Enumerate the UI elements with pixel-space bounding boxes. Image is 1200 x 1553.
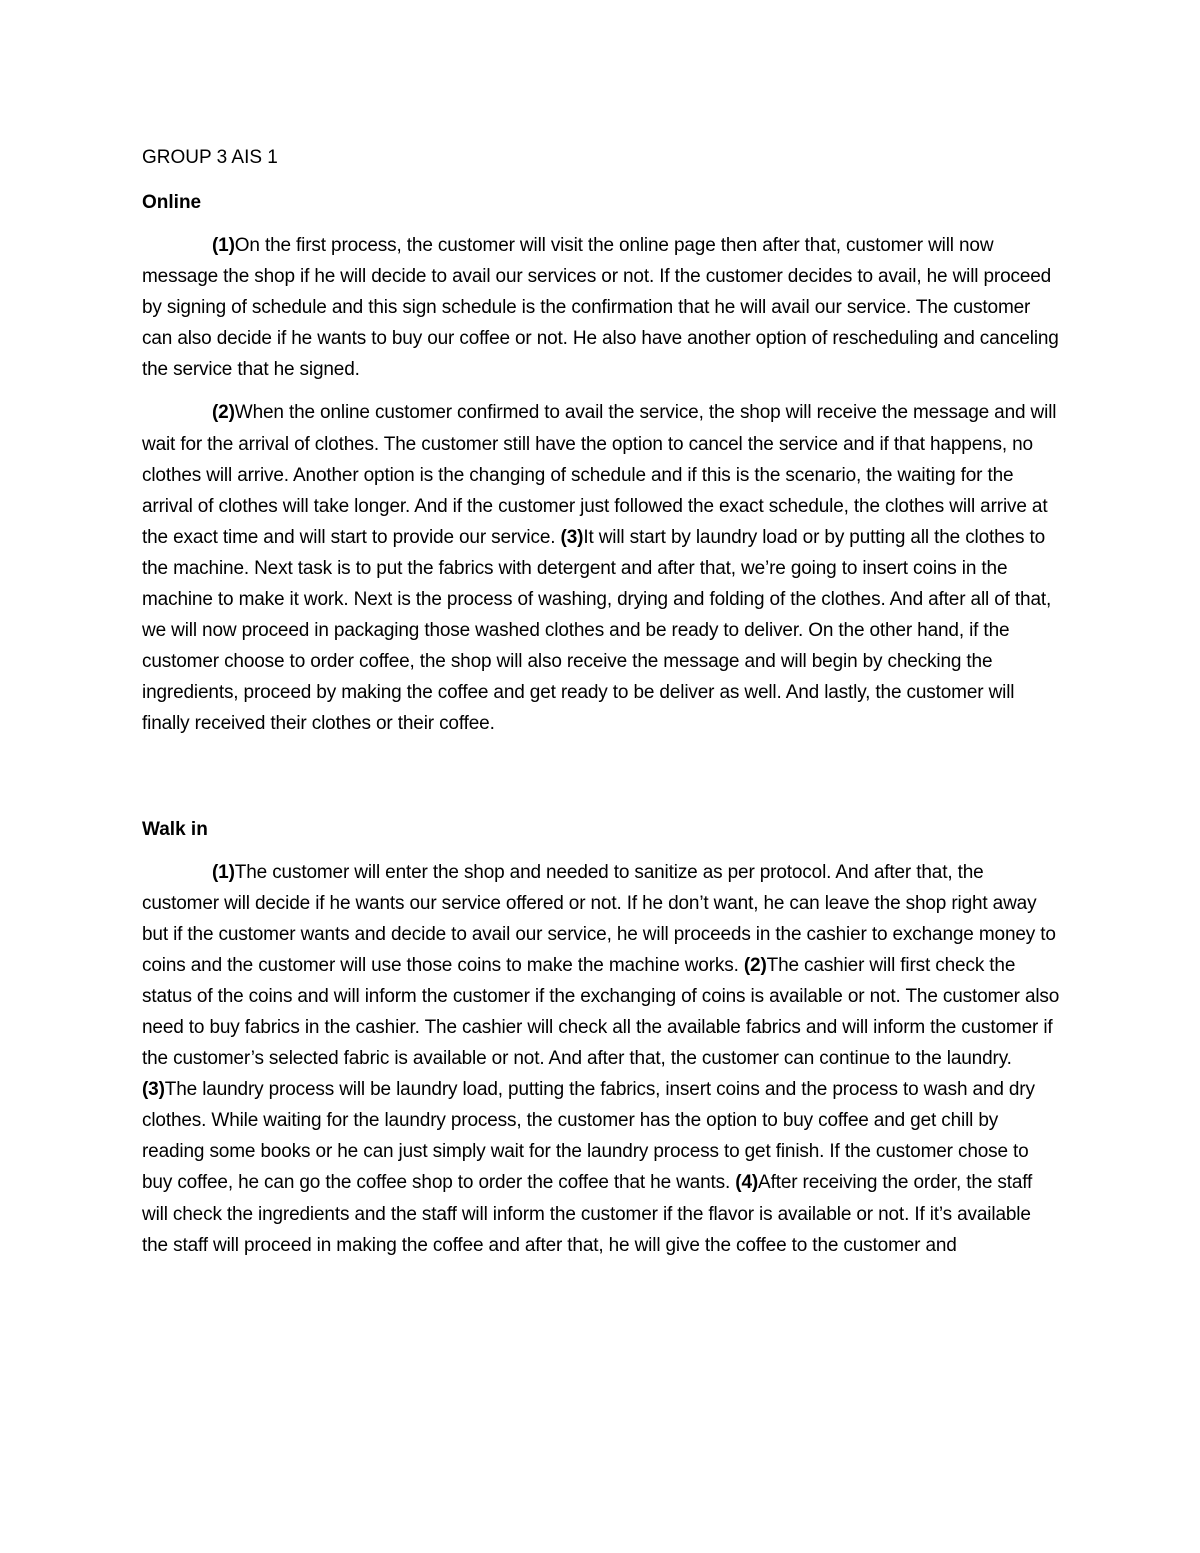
paragraph-text: It will start by laundry load or by putting all the clothes to the machine. Next task is to put the fabrics with detergent and after that, we’re going to insert coins in the machine to make it work. Next is the process of washing, drying and folding of the clothes. And after all of that, we will now proceed in packaging those washed clothes and be ready to deliver. On the other hand, if the customer choose to order coffee, the shop will also receive the message and will begin by checking the ingredients, proceed by making the coffee and get ready to be deliver as well. And lastly, the customer will finally received their clothes or their coffee. [142, 526, 1052, 735]
paragraph-text: The cashier will first check the status of the coins and will inform the customer if the exchanging of coins is available or not. The customer also need to buy fabrics in the cashier. The cashier will check all the available fabrics and will inform the customer if the customer’s selected fabric is available or not. And after that, the customer can continue to the laundry. [142, 954, 1060, 1070]
online-paragraph-1 [142, 230, 1060, 385]
section-heading-walk-in: Walk in [142, 818, 208, 840]
paragraph-text: On the first process, the customer will visit the online page then after that, customer will now message the shop if he will decide to avail our services or not. If the customer decides to avail, he will proceed by signing of schedule and this sign schedule is the confirmation that he will avail our service. The customer can also decide if he wants to buy our coffee or not. He also have another option of rescheduling and canceling the service that he signed. [142, 235, 1059, 381]
step-marker: (1) [212, 235, 235, 256]
step-marker: (3) [142, 1079, 165, 1101]
paragraph-text: The laundry process will be laundry load, putting the fabrics, insert coins and the process to wash and dry clothes. While waiting for the laundry process, the customer has the option to buy coffee and get chill by reading some books or he can just simply wait for the laundry process to get finish. If the customer chose to buy coffee, he can go the coffee shop to order the coffee that he wants. [142, 1079, 1035, 1194]
document-title: GROUP 3 AIS 1 [142, 147, 278, 168]
paragraph-text: After receiving the order, the staff will check the ingredients and the staff will inform the customer if the flavor is available or not. If it’s available the staff will proceed in making the coffee and after that, he will give the coffee to the customer and [142, 1172, 1033, 1256]
section-heading-online: Online [142, 192, 202, 213]
online-paragraph-2 [142, 397, 1060, 739]
step-marker: (4) [735, 1172, 759, 1194]
step-marker: (3) [560, 526, 584, 548]
step-marker: (1) [212, 861, 235, 883]
paragraph-text: When the online customer confirmed to avail the service, the shop will receive the message and will wait for the arrival of clothes. The customer still have the option to cancel the service and if that happens, no clothes will arrive. Another option is the changing of schedule and if this is the scenario, the waiting for the arrival of clothes will take longer. And if the customer just followed the exact schedule, the clothes will arrive at the exact time and will start to provide our service. [142, 402, 1057, 548]
step-marker: (2) [743, 954, 767, 976]
walk-in-paragraph-1 [142, 857, 1060, 1261]
section-spacer [142, 752, 1060, 814]
paragraph-text: The customer will enter the shop and needed to sanitize as per protocol. And after that, the customer will decide if he wants our service offered or not. If he don’t want, he can leave the shop right away but if the customer wants and decide to avail our service, he will proceeds in the cashier to exchange money to coins and the customer will use those coins to make the machine works. [142, 861, 1056, 976]
step-marker: (2) [212, 402, 235, 424]
document-page [142, 142, 1060, 1273]
